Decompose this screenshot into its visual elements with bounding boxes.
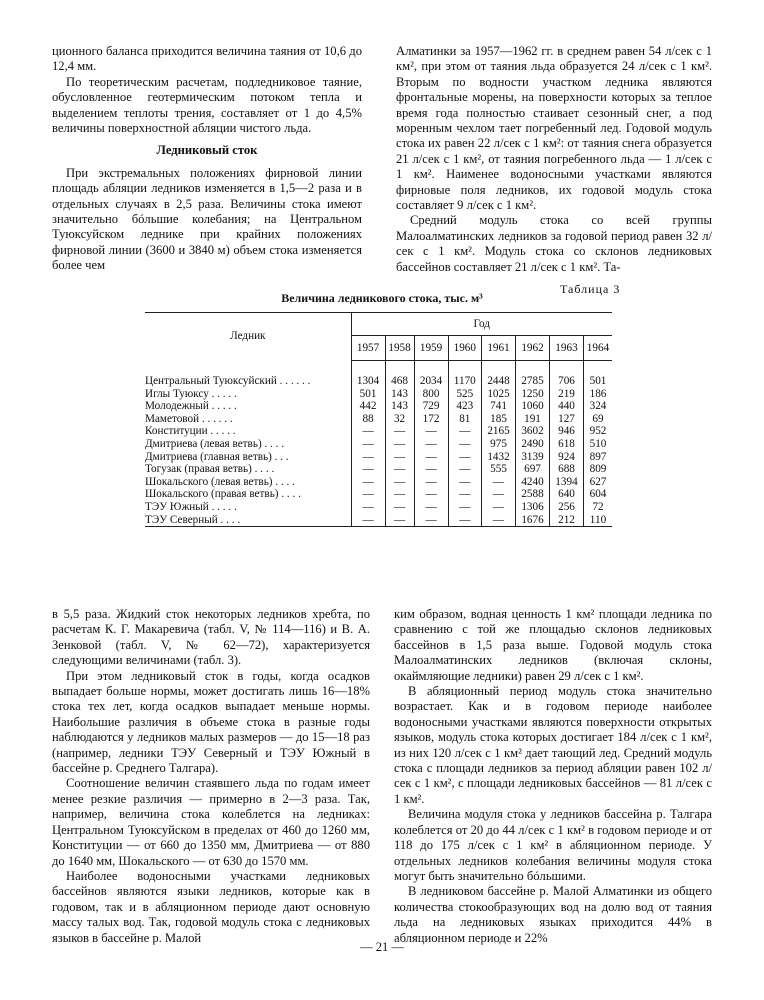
table-row [145, 388, 612, 401]
value-cell: — [448, 425, 481, 438]
value-cell: 440 [550, 400, 584, 413]
value-cell: — [414, 425, 448, 438]
value-cell: 501 [351, 388, 385, 401]
value-cell: — [414, 501, 448, 514]
glacier-name-cell: Иглы Туюксу . . . . . [145, 387, 237, 400]
value-cell: 69 [583, 413, 612, 426]
table-row [145, 413, 612, 426]
glacier-name-cell: Тогузак (правая ветвь) . . . . [145, 463, 275, 476]
value-cell: 110 [583, 514, 612, 527]
value-cell: — [351, 451, 385, 464]
value-cell: 706 [550, 375, 584, 388]
value-cell: 442 [351, 400, 385, 413]
value-cell: 2448 [482, 375, 516, 388]
value-cell: 525 [448, 388, 481, 401]
table-spacer-row [145, 361, 612, 376]
value-cell: 975 [482, 438, 516, 451]
value-cell: 143 [385, 388, 414, 401]
value-cell: 423 [448, 400, 481, 413]
value-cell: 1250 [516, 388, 550, 401]
value-cell: 946 [550, 425, 584, 438]
paragraph: Величина модуля стока у ледников бассейна р. Талгара колеблется от 20 до 44 л/сек с 1 км² в годовом периоде и от 118 до 175 л/сек с 1 км² в абляционном периоде. У отдельных ледников колебания величины модуля стока могут быть значительно бóльшими. [394, 807, 712, 883]
value-cell: — [385, 501, 414, 514]
value-cell: 81 [448, 413, 481, 426]
paragraph: По теоретическим расчетам, подледниковое таяние, обусловленное геотермическим потоком тепла и выделением теплоты трения, составляет от 1 до 4,5% величины поверхностной абляции чистого льда. [52, 74, 362, 136]
value-cell: 212 [550, 514, 584, 527]
glacier-name-cell: Маметовой . . . . . . [145, 412, 233, 425]
column-top-left [52, 44, 362, 274]
value-cell: — [448, 438, 481, 451]
paragraph: В ледниковом бассейне р. Малой Алматинки из общего количества стокообразующих вод на долю вод от таяния льда на ледниковых языках приходится 44% в абляционном периоде и 22% [394, 884, 712, 945]
value-cell: 697 [516, 463, 550, 476]
table-row [145, 438, 612, 451]
runoff-table [145, 312, 612, 527]
value-cell: 897 [583, 451, 612, 464]
value-cell: 555 [482, 463, 516, 476]
value-cell: — [448, 514, 481, 527]
value-cell: 1394 [550, 476, 584, 489]
table-row [145, 501, 612, 514]
paragraph: При экстремальных положениях фирновой линии площадь абляции ледников изменяется в 1,5—2 раза и в отдельных случаях в 2,5 раза. Величины стока имеют значительно бóльшие колебания; на Центральном Туюксуйском леднике при крайних положениях фирновой линии (3600 и 3840 м) объем стока изменяется более чем [52, 165, 362, 273]
value-cell: — [414, 463, 448, 476]
table-label: Таблица 3 [560, 282, 621, 296]
year-header: 1958 [385, 336, 414, 361]
page-number: — 21 — [359, 940, 405, 954]
year-group-header: Год [351, 313, 612, 336]
value-cell: — [385, 488, 414, 501]
value-cell: — [385, 425, 414, 438]
value-cell: 1306 [516, 501, 550, 514]
value-cell: 2490 [516, 438, 550, 451]
value-cell: 688 [550, 463, 584, 476]
glacier-name-cell: ТЭУ Северный . . . . [145, 514, 351, 527]
value-cell: 1025 [482, 388, 516, 401]
value-cell: 468 [385, 375, 414, 388]
glacier-name-cell: Шокальского (правая ветвь) . . . . [145, 488, 301, 501]
value-cell: — [448, 463, 481, 476]
value-cell: — [351, 514, 385, 527]
value-cell: — [482, 488, 516, 501]
glacier-name-cell: Центральный Туюксуйский . . . . . . [145, 375, 311, 387]
glacier-column-header: Ледник [145, 313, 351, 361]
value-cell: 4240 [516, 476, 550, 489]
value-cell: 510 [583, 438, 612, 451]
value-cell: 1170 [448, 375, 481, 388]
value-cell: 2588 [516, 488, 550, 501]
year-header: 1959 [414, 336, 448, 361]
table-row [145, 488, 612, 501]
paragraph: Соотношение величин стаявшего льда по годам имеет менее резкие различия — примерно в 2—3 раза. Так, например, величина стока колеблется на ледниках: Центральном Туюксуйском в пределах от 460 до 1260 мм, Конституции — от 660 до 1350 мм, Дмитриева — от 880 до 1640 мм, Шокальского — от 630 до 1570 мм. [52, 776, 370, 868]
value-cell: 186 [583, 388, 612, 401]
value-cell: 3602 [516, 425, 550, 438]
value-cell: 809 [583, 463, 612, 476]
section-heading: Ледниковый сток [156, 143, 258, 158]
table-body [145, 361, 612, 527]
paragraph: При этом ледниковый сток в годы, когда осадков выпадает больше нормы, может достигать лишь 16—18% стока тех лет, когда осадков выпадает меньше нормы. Наибольшие различия в объеме стока в разные годы наблюдаются у ледников малых размеров — до 15—18 раз (например, ледники ТЭУ Северный и ТЭУ Южный в бассейне р. Среднего Талгара). [52, 668, 370, 776]
value-cell: — [351, 463, 385, 476]
paragraph: Алматинки за 1957—1962 гг. в среднем равен 54 л/сек с 1 км², при этом от таяния льда образуется 24 л/сек с 1 км². Вторым по водности участком ледника являются фронтальные морены, на поверхности которых за теплое время года полностью стаивает сезонный снег, а под моренным чехлом тает погребенный лед. Годовой модуль стока их равен 22 л/сек с 1 км²: от таяния снега образуется 21 л/сек с 1 км², от таяния погребенного льда — 1 л/сек с 1 км². Наименее водоносными участками являются фирновые поля ледников, их годовой модуль стока составляет 9 л/сек с 1 км². [396, 44, 712, 213]
value-cell: 2034 [414, 375, 448, 388]
value-cell: — [351, 501, 385, 514]
value-cell: 729 [414, 400, 448, 413]
value-cell: — [385, 438, 414, 451]
table-row [145, 463, 612, 476]
value-cell: 72 [583, 501, 612, 514]
value-cell: — [351, 438, 385, 451]
value-cell: — [448, 476, 481, 489]
paragraph: Средний модуль стока со всей группы Малоалматинских ледников за годовой период равен 32 л/сек с 1 км². Модуль стока со склонов ледниковых бассейнов составляет 21 л/сек с 1 км². Та- [396, 213, 712, 274]
value-cell: 1304 [351, 375, 385, 388]
value-cell: — [351, 476, 385, 489]
value-cell: 800 [414, 388, 448, 401]
value-cell: 1060 [516, 400, 550, 413]
value-cell: 3139 [516, 451, 550, 464]
value-cell: 324 [583, 400, 612, 413]
value-cell: 88 [351, 413, 385, 426]
value-cell: — [414, 451, 448, 464]
value-cell: — [385, 476, 414, 489]
glacier-name-cell: Дмитриева (левая ветвь) . . . . [145, 437, 285, 450]
value-cell: 618 [550, 438, 584, 451]
glacier-name-cell: Конституции . . . . . [145, 425, 236, 438]
year-header: 1960 [448, 336, 481, 361]
value-cell: 143 [385, 400, 414, 413]
value-cell: 1676 [516, 514, 550, 527]
glacier-name-cell: Дмитриева (главная ветвь) . . . [145, 450, 289, 463]
value-cell: — [414, 438, 448, 451]
table-row [145, 476, 612, 489]
paragraph: ким образом, водная ценность 1 км² площади ледника по сравнению с той же площадью склонов ледниковых бассейнов в 1,5 раза выше. Годовой модуль стока Малоалматинских ледников (включая склоны, окаймляющие ледники) равен 29 л/сек с 1 км². [394, 607, 712, 683]
value-cell: — [414, 514, 448, 527]
paragraph: ционного баланса приходится величина таяния от 10,6 до 12,4 мм. [52, 44, 362, 74]
paragraph: Наиболее водоносными участками ледниковых бассейнов являются языки ледников, которые как в годовом, так и в абляционном периоде дают основную массу талых вод. Так, годовой модуль стока с ледниковых языков в бассейне р. Малой [52, 868, 370, 945]
value-cell: — [482, 476, 516, 489]
table-row [145, 375, 612, 388]
value-cell: 627 [583, 476, 612, 489]
value-cell: — [414, 476, 448, 489]
value-cell: — [448, 501, 481, 514]
glacier-name-cell: Молодежный . . . . . [145, 400, 237, 413]
year-header: 1957 [351, 336, 385, 361]
table-caption: Величина ледникового стока, тыс. м³ [281, 291, 483, 305]
table-row [145, 451, 612, 464]
value-cell: 640 [550, 488, 584, 501]
value-cell: — [351, 488, 385, 501]
column-top-right [396, 44, 712, 275]
value-cell: 185 [482, 413, 516, 426]
value-cell: — [414, 488, 448, 501]
value-cell: — [448, 488, 481, 501]
value-cell: 32 [385, 413, 414, 426]
value-cell: — [385, 451, 414, 464]
value-cell: 924 [550, 451, 584, 464]
value-cell: 191 [516, 413, 550, 426]
value-cell: 219 [550, 388, 584, 401]
table-row [145, 425, 612, 438]
value-cell: — [482, 514, 516, 527]
value-cell: 172 [414, 413, 448, 426]
value-cell: — [385, 463, 414, 476]
year-header: 1962 [516, 336, 550, 361]
value-cell: 256 [550, 501, 584, 514]
table-row [145, 514, 612, 527]
paragraph: в 5,5 раза. Жидкий сток некоторых ледников хребта, по расчетам К. Г. Макаревича (табл. V, № 114—116) и В. А. Зенковой (табл. V, № 62—72), характеризуется следующими величинами (табл. 3). [52, 607, 370, 668]
value-cell: — [351, 425, 385, 438]
value-cell: 2165 [482, 425, 516, 438]
value-cell: — [448, 451, 481, 464]
column-bottom-left [52, 607, 370, 946]
value-cell: 127 [550, 413, 584, 426]
value-cell: 952 [583, 425, 612, 438]
value-cell: 741 [482, 400, 516, 413]
value-cell: 1432 [482, 451, 516, 464]
table-row [145, 400, 612, 413]
value-cell: — [482, 501, 516, 514]
value-cell: 2785 [516, 375, 550, 388]
paragraph: В абляционный период модуль стока значительно возрастает. Как и в годовом периоде наиболее водоносными участками являются поверхности открытых языков, модуль стока которых достигает 184 л/сек с 1 км², из них 120 л/сек с 1 км² дает тающий лед. Средний модуль стока с площади ледников за период абляции равен 102 л/сек с 1 км², с площади ледниковых бассейнов — 81 л/сек с 1 км². [394, 684, 712, 806]
glacier-name-cell: Шокальского (левая ветвь) . . . . [145, 475, 295, 488]
glacier-name-cell: ТЭУ Южный . . . . . [145, 500, 237, 513]
column-bottom-right [394, 607, 712, 946]
value-cell: — [385, 514, 414, 527]
year-header: 1964 [583, 336, 612, 361]
year-header: 1961 [482, 336, 516, 361]
value-cell: 501 [583, 375, 612, 388]
value-cell: 604 [583, 488, 612, 501]
year-header: 1963 [550, 336, 584, 361]
